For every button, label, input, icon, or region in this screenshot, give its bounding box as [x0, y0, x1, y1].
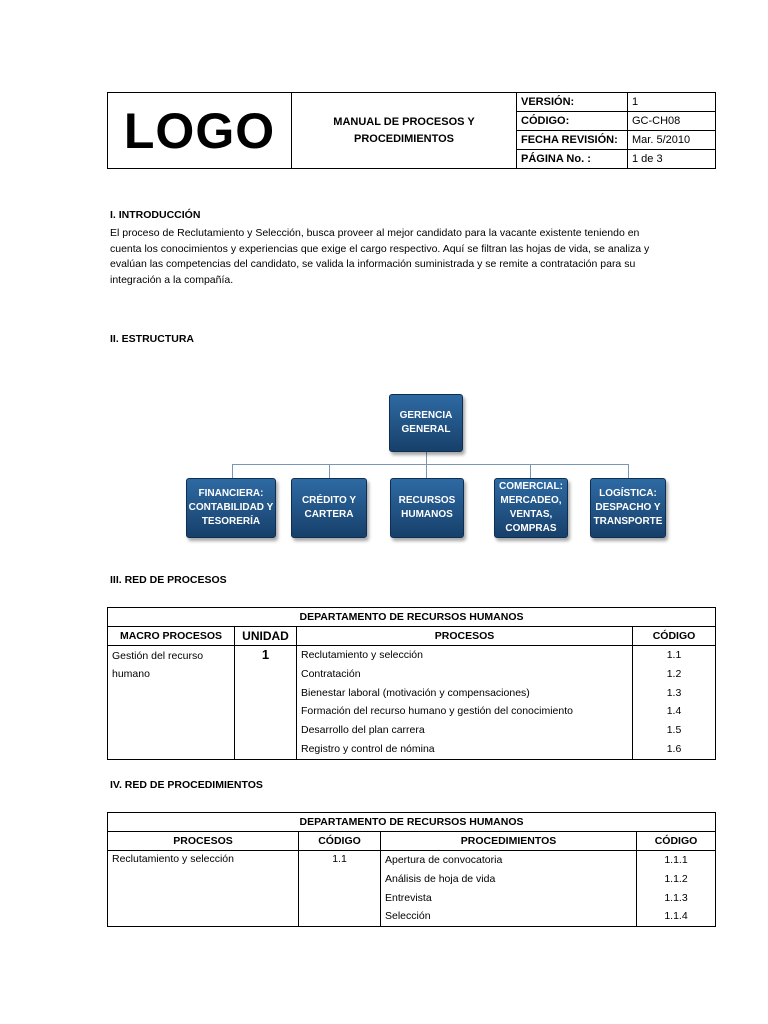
list-item: 1.6 — [666, 742, 682, 755]
page-number-label: PÁGINA No. : — [517, 150, 628, 169]
list-item: Bienestar laboral (motivación y compensaciones) — [301, 686, 530, 699]
intro-line: cuenta los conocimientos y experiencias que exige el cargo respectivo. Aquí se filtran las hojas de vida, se analiza y — [110, 242, 650, 255]
org-connector — [329, 464, 330, 478]
org-node-financiera: FINANCIERA: CONTABILIDAD Y TESORERÍA — [186, 478, 276, 538]
list-item: 1.1 — [666, 649, 682, 661]
process-network-heading: III. RED DE PROCESOS — [110, 574, 227, 586]
process-code-cell: 1.1 — [299, 851, 381, 927]
version-value: 1 — [628, 93, 716, 112]
document-title — [292, 93, 517, 169]
list-item: 1.3 — [666, 686, 682, 699]
document-title-line1: MANUAL DE PROCESOS Y — [333, 115, 475, 128]
org-connector — [232, 464, 233, 478]
list-item: 1.1.2 — [664, 872, 688, 885]
table-caption: DEPARTAMENTO DE RECURSOS HUMANOS — [108, 608, 716, 627]
org-connector — [232, 464, 629, 465]
intro-line: evalúan las competencias del candidato, se valida la información suministrada y se remite a contratación para su — [110, 258, 636, 270]
version-label: VERSIÓN: — [517, 93, 628, 112]
code-value: GC-CH08 — [628, 112, 716, 131]
org-node-gerencia-general: GERENCIA GENERAL — [389, 394, 463, 452]
document-header — [107, 92, 716, 169]
list-item: Formación del recurso humano y gestión del conocimiento — [301, 705, 573, 718]
list-item: 1.1.4 — [664, 910, 688, 923]
org-connector — [530, 464, 531, 478]
list-item: 1.5 — [666, 724, 682, 737]
table-row — [108, 646, 716, 760]
procedure-codes-cell — [637, 851, 716, 927]
revision-date-label: FECHA REVISIÓN: — [517, 131, 628, 150]
intro-line: integración a la compañía. — [110, 273, 234, 286]
process-table — [107, 607, 716, 760]
column-header: MACRO PROCESOS — [108, 627, 235, 646]
column-header: PROCEDIMIENTOS — [381, 832, 637, 851]
codes-cell — [633, 646, 716, 760]
intro-line: El proceso de Reclutamiento y Selección, busca proveer al mejor candidato para la vacante existente teniendo en — [110, 227, 640, 239]
procedures-cell — [381, 851, 637, 927]
list-item: Selección — [385, 910, 431, 923]
org-connector — [426, 464, 427, 478]
unit-cell: 1 — [235, 646, 297, 760]
list-item: 1.2 — [666, 667, 682, 680]
process-cell: Reclutamiento y selección — [108, 851, 299, 927]
list-item: Registro y control de nómina — [301, 742, 435, 755]
structure-heading: II. ESTRUCTURA — [110, 333, 194, 345]
document-title-line2: PROCEDIMIENTOS — [353, 132, 455, 145]
code-label: CÓDIGO: — [517, 112, 628, 131]
column-header: PROCESOS — [297, 627, 633, 646]
list-item: 1.4 — [666, 705, 682, 718]
org-node-logistica: LOGÍSTICA: DESPACHO Y TRANSPORTE — [590, 478, 666, 538]
procedure-network-heading: IV. RED DE PROCEDIMIENTOS — [110, 779, 263, 791]
list-item: Apertura de convocatoria — [385, 854, 503, 866]
column-header: CÓDIGO — [633, 627, 716, 646]
org-node-comercial: COMERCIAL: MERCADEO, VENTAS, COMPRAS — [494, 478, 568, 538]
list-item: Entrevista — [385, 891, 432, 904]
intro-heading: I. INTRODUCCIÓN — [110, 209, 201, 221]
revision-date-value: Mar. 5/2010 — [628, 131, 716, 150]
page-number-value: 1 de 3 — [628, 150, 716, 169]
table-row — [108, 851, 716, 927]
processes-cell — [297, 646, 633, 760]
list-item: 1.1.1 — [664, 854, 688, 866]
intro-paragraph — [110, 226, 710, 288]
org-node-recursos-humanos: RECURSOS HUMANOS — [390, 478, 464, 538]
column-header: UNIDAD — [235, 627, 297, 646]
list-item: 1.1.3 — [664, 891, 688, 904]
list-item: Análisis de hoja de vida — [385, 872, 496, 885]
logo: LOGO — [108, 93, 292, 169]
org-connector — [628, 464, 629, 478]
list-item: Desarrollo del plan carrera — [301, 724, 425, 737]
column-header: CÓDIGO — [299, 832, 381, 851]
macro-process-cell: Gestión del recurso humano — [108, 646, 235, 760]
list-item: Contratación — [301, 667, 361, 680]
org-node-credito-cartera: CRÉDITO Y CARTERA — [291, 478, 367, 538]
table-caption: DEPARTAMENTO DE RECURSOS HUMANOS — [108, 813, 716, 832]
list-item: Reclutamiento y selección — [301, 649, 423, 661]
procedure-table — [107, 812, 716, 927]
column-header: CÓDIGO — [637, 832, 716, 851]
column-header: PROCESOS — [108, 832, 299, 851]
